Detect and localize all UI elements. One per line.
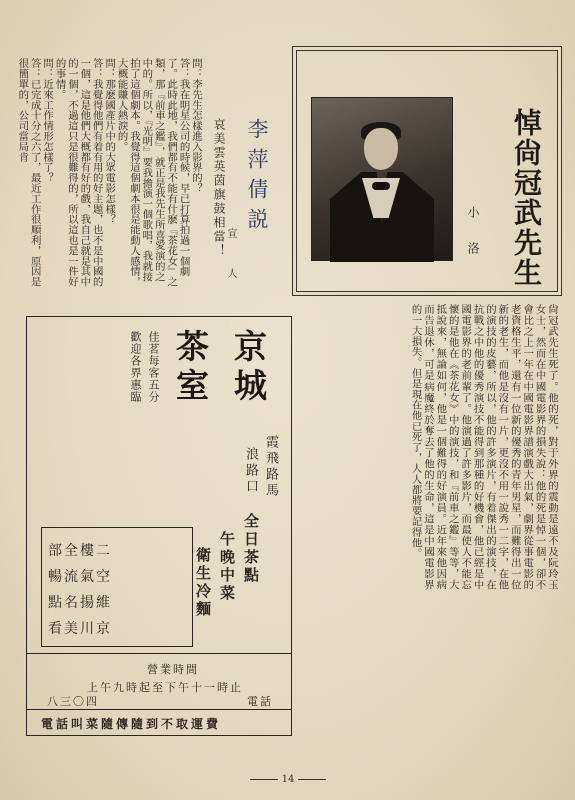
ad-price-tag: 佳茗每客五分 xyxy=(147,331,160,403)
obituary-author: 小 洛 xyxy=(466,206,480,260)
ad-feature-2: 暢流氣空 xyxy=(48,569,112,585)
ad-divider xyxy=(27,653,291,654)
ad-address-1: 霞飛路馬 xyxy=(263,435,278,499)
teahouse-advertisement xyxy=(26,316,292,736)
ad-footer: 電話叫菜隨傳隨到不取運費 xyxy=(41,717,222,731)
obituary-body: 尙冠武先生死了。他的死，對于外界的震動是遠不及阮玲玉女士，然而在中國電影界的損失說：他的死是悼一個，卻不會比之上一年在中國電影界譜演戲大出氣，劇界從事電影的老資格生平，還有一位新的優秀的青年男星，而難得出一位新的老生，而他是沒有一片，更沒不用一說秀一二字，在他的演技的皮藝，所以，他的許多演片，有着傑出的演技，在抗戰之中他的優秀演技不能得到那種的好機會，他已經是中國電影界的老前輩了。他演過了許多影片，而最使人不能忘懷的是他在《茶花女》中的演技，和『前車之鑑』等等，大抵說來，無論如何，他是一個難得的好演員。近年來他因病而告退休，可是病魔終於奪去了他的生命，這是中國電影界的一大損失。但是現在他已死了，人人都將要記得他。 xyxy=(409,304,558,590)
interview-credit: 宣 人 xyxy=(225,228,236,288)
ad-welcome-tag: 歡迎各界惠臨 xyxy=(129,331,142,403)
page-number-text: 14 xyxy=(281,774,295,785)
ad-address-2: 浪路口 xyxy=(243,447,258,495)
ad-name-jingcheng: 京城 xyxy=(229,329,268,407)
ad-menu-meals: 午晚中菜 xyxy=(218,531,236,603)
interview-text: 問：李先生怎樣進入影界的？ 答：我在明星公司的時候，早已打算拍過一個劇了。此時此地，我們都有不能有什麽『茶花女』之類，那『前車之鑑』，就正是我先生所喜愛演的之中的。所以，『光明』要我擔演一個歌唱，我就接拍了這個劇本。我覺得這個劇本很是能動人感情，大概能賺人熱淚的。 問：那麽國產片中的大眾電影怎樣？ 答：我覺得他們有着有用的好主題，也不是中國的一個，這是他們大概都有好的戲，我自己就是其中的一個，不過這只是很難得的，所以這也是一件好的事情。 問：近來工作情形怎樣了？ 答：已完成十分之六了，最近工作很順利，原因是很簡單的，公司當局肯 xyxy=(16,58,202,287)
ad-feature-1: 部全樓二 xyxy=(48,543,112,559)
ad-feature-3: 點名揚維 xyxy=(48,595,112,611)
ad-hours: 上午九時起至下午十一時止 xyxy=(87,681,243,694)
ad-feature-4: 看美川京 xyxy=(48,621,112,637)
ad-hours-label: 營業時間 xyxy=(147,663,199,676)
page-number xyxy=(230,774,346,788)
ad-phone: 八三〇四 xyxy=(47,695,99,708)
interview-title: 李萍倩説 xyxy=(245,118,269,238)
obituary-title: 悼尙冠武先生 xyxy=(510,108,543,288)
ad-divider-bottom xyxy=(27,709,291,710)
ad-menu-snacks: 全日茶點 xyxy=(242,513,260,585)
ad-name-chashi: 茶室 xyxy=(171,329,210,407)
interview-subtitle: 哀美雲英茵旗鼓相當！ xyxy=(212,118,226,258)
ad-menu-cold-noodles: 衛生冷麵 xyxy=(194,547,212,619)
ad-phone-label: 電話 xyxy=(247,695,273,708)
ad-features-box xyxy=(41,527,193,647)
portrait-photo xyxy=(311,97,453,261)
